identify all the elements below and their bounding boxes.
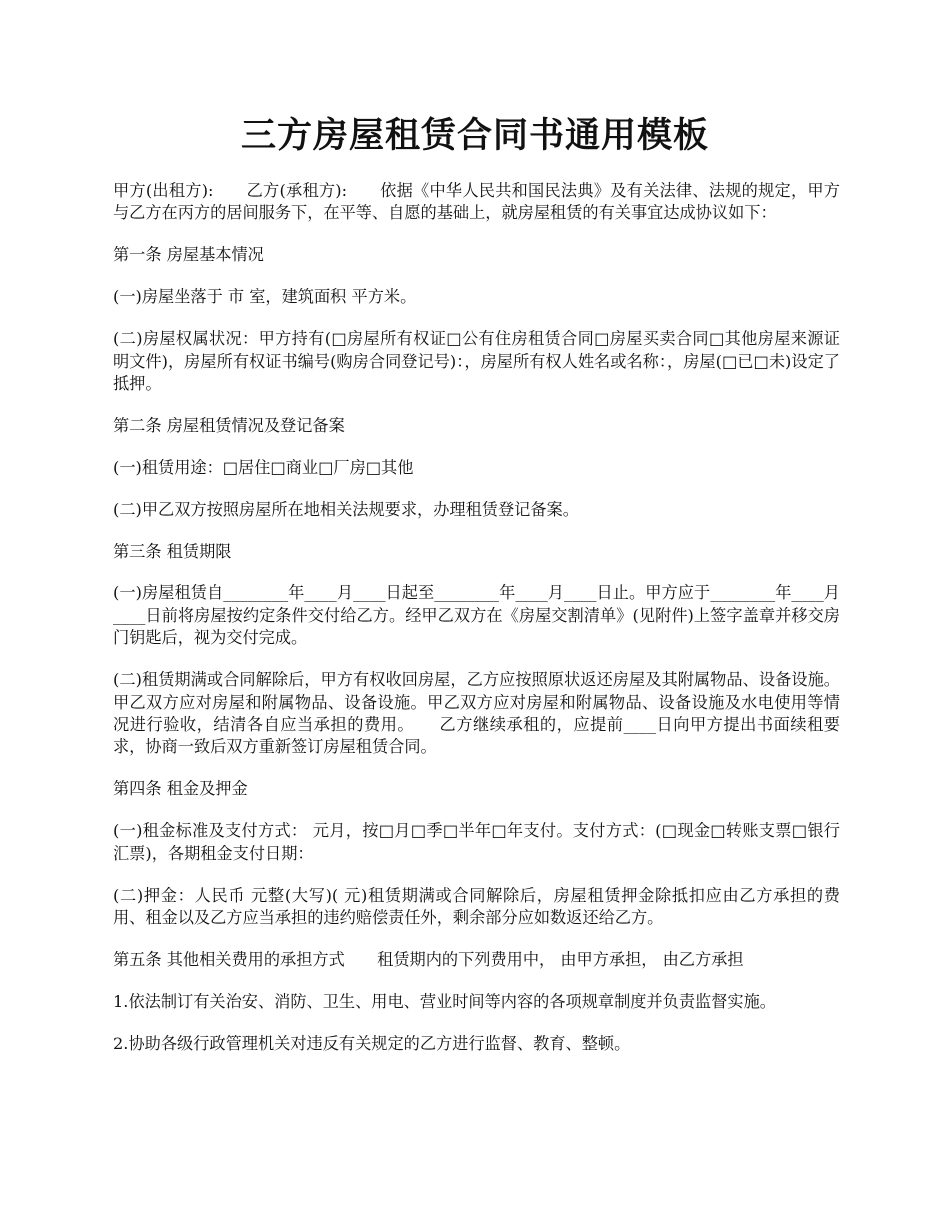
paragraph-4-1: (一)租金标准及支付方式： 元月，按□月□季□半年□年支付。支付方式：(□现金□转账支票□银行汇票)，各期租金支付日期： bbox=[113, 821, 840, 863]
paragraph-4-2: (二)押金：人民币 元整(大写)( 元)租赁期满或合同解除后，房屋租赁押金除抵扣应由乙方承担的费用、租金以及乙方应当承担的违约赔偿责任外，剩余部分应如数返还给乙方。 bbox=[113, 885, 840, 927]
article-5-heading: 第五条 其他相关费用的承担方式 租赁期内的下列费用中， 由甲方承担， 由乙方承担 bbox=[113, 949, 744, 969]
document-title: 三方房屋租赁合同书通用模板 bbox=[240, 115, 709, 156]
paragraph-1-1: (一)房屋坐落于 市 室，建筑面积 平方米。 bbox=[113, 287, 417, 307]
paragraph-5-1: 1.依法制订有关治安、消防、卫生、用电、营业时间等内容的各项规章制度并负责监督实施。 bbox=[113, 991, 776, 1011]
article-3-heading: 第三条 租赁期限 bbox=[113, 541, 232, 561]
paragraph-2-1: (一)租赁用途：□居住□商业□厂房□其他 bbox=[113, 457, 414, 477]
paragraph-3-2: (二)租赁期满或合同解除后，甲方有权收回房屋，乙方应按照原状返还房屋及其附属物品、设备设施。甲乙双方应对房屋和附属物品、设备设施。甲乙双方应对房屋和附属物品、设备设施及水电使用等情况进行验收，结清各自应当承担的费用。 乙方继续承租的，应提前____日向甲方提出书面续租要求，协商一致后双方重新签订房屋租赁合同。 bbox=[113, 670, 840, 757]
article-2-heading: 第二条 房屋租赁情况及登记备案 bbox=[113, 415, 345, 435]
paragraph-intro: 甲方(出租方): 乙方(承租方): 依据《中华人民共和国民法典》及有关法律、法规的规定，甲方与乙方在丙方的居间服务下，在平等、自愿的基础上，就房屋租赁的有关事宜达成协议如下： bbox=[113, 181, 840, 223]
article-1-heading: 第一条 房屋基本情况 bbox=[113, 245, 264, 265]
paragraph-3-1: (一)房屋租赁自________年____月____日起至________年____月____日止。甲方应于________年____月____日前将房屋按约定条件交付给乙方。经甲乙双方在《房屋交割清单》(见附件)上签字盖章并移交房门钥匙后，视为交付完成。 bbox=[113, 583, 840, 648]
paragraph-1-2: (二)房屋权属状况：甲方持有(□房屋所有权证□公有住房租赁合同□房屋买卖合同□其他房屋来源证明文件)，房屋所有权证书编号(购房合同登记号)：，房屋所有权人姓名或名称：，房屋(□已□未)设定了抵押。 bbox=[113, 329, 840, 393]
document-body bbox=[113, 180, 840, 1075]
paragraph-2-2: (二)甲乙双方按照房屋所在地相关法规要求，办理租赁登记备案。 bbox=[113, 499, 579, 519]
paragraph-5-2: 2.协助各级行政管理机关对违反有关规定的乙方进行监督、教育、整顿。 bbox=[113, 1033, 631, 1053]
article-4-heading: 第四条 租金及押金 bbox=[113, 779, 248, 799]
